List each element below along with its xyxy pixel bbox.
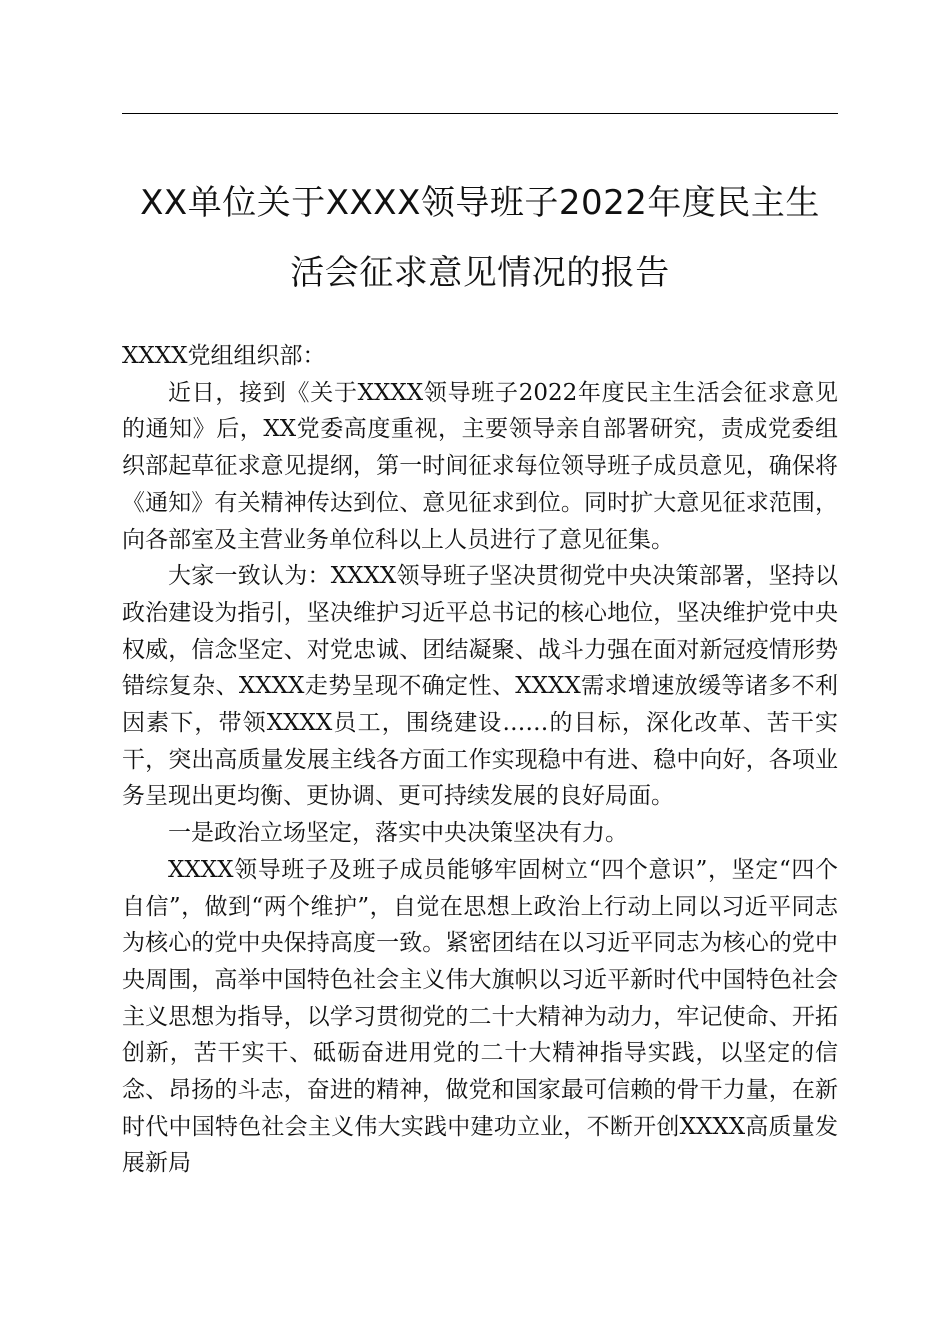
title-line-1: XX单位关于XXXX领导班子2022年度民主生: [140, 183, 820, 223]
paragraph-political-stance: XXXX领导班子及班子成员能够牢固树立“四个意识”，坚定“四个自信”，做到“两个维护”，自觉在思想上政治上行动上同以习近平同志为核心的党中央保持高度一致。紧密团结在以习近平同志为核心的党中央周围，高举中国特色社会主义伟大旗帜以习近平新时代中国特色社会主义思想为指导，以学习贯彻党的二十大精神为动力，牢记使命、开拓创新，苦干实干、砥砺奋进用党的二十大精神指导实践，以坚定的信念、昂扬的斗志，奋进的精神，做党和国家最可信赖的骨干力量，在新时代中国特色社会主义伟大实践中建功立业，不断开创XXXX高质量发展新局: [122, 856, 838, 1177]
title-line-2: 活会征求意见情况的报告: [290, 253, 670, 293]
paragraph-section-heading: 一是政治立场坚定，落实中央决策坚决有力。: [168, 820, 628, 847]
document-title: [100, 168, 860, 308]
paragraph-intro: 近日，接到《关于XXXX领导班子2022年度民主生活会征求意见的通知》后，XX党委高度重视，主要领导亲自部署研究，责成党委组织部起草征求意见提纲，第一时间征求每位领导班子成员意见，确保将《通知》有关精神传达到位、意见征求到位。同时扩大意见征求范围，向各部室及主营业务单位科以上人员进行了意见征集。: [122, 379, 838, 553]
paragraph-consensus: 大家一致认为：XXXX领导班子坚决贯彻党中央决策部署，坚持以政治建设为指引，坚决维护习近平总书记的核心地位，坚决维护党中央权威，信念坚定、对党忠诚、团结凝聚、战斗力强在面对新冠疫情形势错综复杂、XXXX走势呈现不确定性、XXXX需求增速放缓等诸多不利因素下，带领XXXX员工，围绕建设……的目标，深化改革、苦干实干，突出高质量发展主线各方面工作实现稳中有进、稳中向好，各项业务呈现出更均衡、更协调、更可持续发展的良好局面。: [122, 563, 838, 810]
header-rule: [122, 113, 838, 114]
document-body: [122, 338, 838, 1182]
salutation: XXXX党组组织部：: [122, 343, 326, 369]
